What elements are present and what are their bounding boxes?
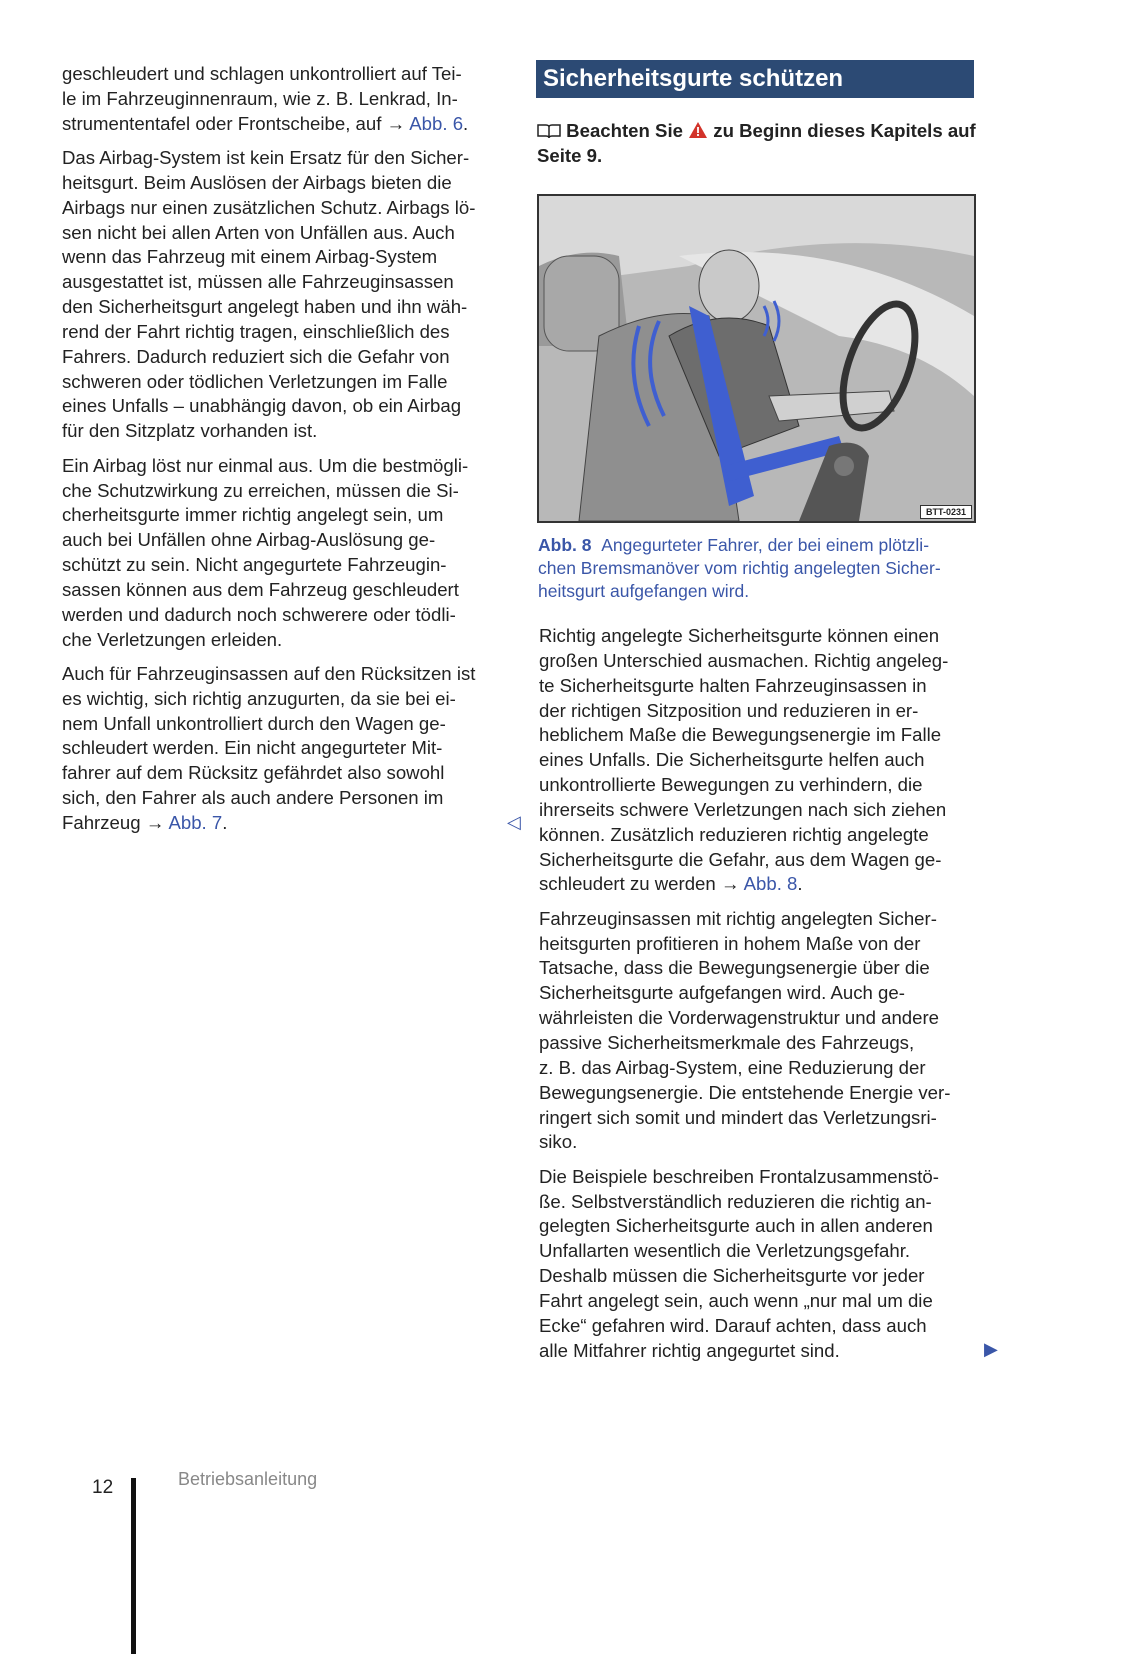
paragraph: [62, 146, 507, 444]
footer-title: Betriebsanleitung: [178, 1469, 318, 1489]
text-line: Auch für Fahrzeuginsassen auf den Rücksitzen ist: [62, 662, 476, 684]
figure-code: BTT-0231: [920, 505, 972, 519]
text-line: strumententafel oder Frontscheibe, auf → Abb. 6.: [62, 112, 469, 134]
text-line: es wichtig, sich richtig anzugurten, da sie bei ei-: [62, 687, 456, 709]
text-line: ringert sich somit und mindert das Verletzungsri-: [539, 1106, 937, 1128]
text-line: schützt zu sein. Nicht angegurtete Fahrzeugin-: [62, 554, 447, 576]
text-line: eines Unfalls – unabhängig davon, ob ein Airbag: [62, 395, 462, 417]
text-line: für den Sitzplatz vorhanden ist.: [62, 420, 318, 442]
text-line: ße. Selbstverständlich reduzieren die richtig an-: [539, 1190, 932, 1212]
text-line: unkontrollierte Bewegungen zu verhindern, die: [539, 774, 923, 796]
figure-belted-driver: [537, 194, 976, 523]
text-line: währleisten die Vorderwagenstruktur und andere: [539, 1007, 940, 1029]
text-line: te Sicherheitsgurte halten Fahrzeuginsassen in: [539, 674, 927, 696]
text-line: wenn das Fahrzeug mit einem Airbag-System: [62, 246, 438, 268]
footer-divider: [131, 1478, 136, 1654]
chapter-note: Beachten Sie zu Beginn dieses Kapitels auf Seite 9.: [537, 120, 976, 166]
text-line: nem Unfall unkontrolliert durch den Wagen ge-: [62, 712, 446, 734]
text-line: der richtigen Sitzposition und reduzieren in er-: [539, 699, 919, 721]
text-line: le im Fahrzeuginnenraum, wie z. B. Lenkrad, In-: [62, 87, 458, 109]
paragraph: [62, 662, 507, 836]
text-line: alle Mitfahrer richtig angegurtet sind.: [539, 1339, 840, 1361]
text-line: können. Zusätzlich reduzieren richtig angelegte: [539, 823, 929, 845]
text-line: großen Unterschied ausmachen. Richtig angeleg-: [539, 649, 949, 671]
left-column: [62, 62, 507, 845]
text-line: che Verletzungen erleiden.: [62, 628, 283, 650]
text-line: schweren oder tödlichen Verletzungen im Falle: [62, 370, 448, 392]
text-line: Airbags nur einen zusätzlichen Schutz. Airbags lö-: [62, 196, 476, 218]
text-line: Fahrt angelegt sein, auch wenn „nur mal um die: [539, 1289, 933, 1311]
text-line: eines Unfalls. Die Sicherheitsgurte helfen auch: [539, 749, 925, 771]
right-column: [539, 624, 984, 1373]
paragraph: [539, 907, 984, 1155]
figure-caption: Abb. 8 Angegurteter Fahrer, der bei einem plötzli- chen Bremsmanöver vom richtig angelegten Sicher- heitsgurt aufgefangen wird.: [538, 535, 941, 601]
text-line: heitsgurt. Beim Auslösen der Airbags bieten die: [62, 171, 452, 193]
text-line: sen nicht bei allen Arten von Unfällen aus. Auch: [62, 221, 455, 243]
driver-illustration: [539, 196, 974, 521]
text-line: ihrerseits schwere Verletzungen nach sich ziehen: [539, 798, 947, 820]
text-line: Unfallarten wesentlich die Verletzungsgefahr.: [539, 1240, 911, 1262]
text-line: Richtig angelegte Sicherheitsgurte können einen: [539, 625, 940, 646]
paragraph: [539, 624, 984, 897]
text-line: Sicherheitsgurte aufgefangen wird. Auch ge-: [539, 982, 905, 1004]
text-line: Fahrzeuginsassen mit richtig angelegten Sicher-: [539, 907, 937, 929]
text-line: Das Airbag-System ist kein Ersatz für den Sicher-: [62, 147, 470, 169]
text-line: heitsgurten profitieren in hohem Maße von der: [539, 932, 921, 954]
text-line: den Sicherheitsgurt angelegt haben und ihn wäh-: [62, 296, 468, 318]
caption-label: Abb. 8: [538, 535, 592, 555]
text-line: rend der Fahrt richtig tragen, einschließlich des: [62, 320, 450, 342]
text-line: Ein Airbag löst nur einmal aus. Um die bestmögli-: [62, 454, 469, 476]
paragraph: [62, 62, 507, 137]
continue-marker: ▶: [984, 1339, 998, 1359]
text-line: siko.: [539, 1131, 578, 1153]
text-line: fahrer auf dem Rücksitz gefährdet also sowohl: [62, 762, 445, 784]
text-line: Sicherheitsgurte die Gefahr, aus dem Wagen ge-: [539, 848, 942, 870]
page-number: 12: [92, 1477, 114, 1498]
text-line: Fahrers. Dadurch reduziert sich die Gefahr von: [62, 345, 450, 367]
text-line: che Schutzwirkung zu erreichen, müssen die Si-: [62, 479, 459, 501]
text-line: z. B. das Airbag-System, eine Reduzierung der: [539, 1056, 926, 1078]
text-line: passive Sicherheitsmerkmale des Fahrzeugs,: [539, 1032, 915, 1053]
text-line: werden und dadurch noch schwerere oder tödli-: [62, 603, 456, 625]
text-line: Bewegungsenergie. Die entstehende Energie ver-: [539, 1081, 951, 1103]
text-line: auch bei Unfällen ohne Airbag-Auslösung ge-: [62, 529, 436, 551]
figure-reference-link[interactable]: Abb. 8: [743, 873, 798, 895]
book-icon: [537, 120, 566, 141]
text-line: Ecke“ gefahren wird. Darauf achten, dass auch: [539, 1314, 927, 1336]
figure-reference-link[interactable]: Abb. 6: [409, 112, 464, 134]
text-line: schleudert zu werden → Abb. 8.: [539, 873, 803, 895]
paragraph: [62, 454, 507, 653]
section-heading: Sicherheitsgurte schützen: [536, 60, 974, 98]
text-line: cherheitsgurte immer richtig angelegt sein, um: [62, 504, 444, 526]
text-line: sassen können aus dem Fahrzeug geschleudert: [62, 578, 459, 600]
figure-reference-link[interactable]: Abb. 7: [168, 811, 223, 833]
warning-triangle-icon: [688, 120, 713, 141]
text-line: heblichem Maße die Bewegungsenergie im Falle: [539, 724, 942, 746]
text-line: ausgestattet ist, müssen alle Fahrzeuginsassen: [62, 271, 454, 293]
section-end-marker: ◁: [507, 812, 521, 832]
text-line: schleudert werden. Ein nicht angegurteter Mit-: [62, 737, 443, 759]
text-line: Fahrzeug → Abb. 7.: [62, 811, 228, 833]
text-line: sich, den Fahrer als auch andere Personen im: [62, 787, 444, 809]
text-line: Tatsache, dass die Bewegungsenergie über die: [539, 957, 930, 979]
text-line: Deshalb müssen die Sicherheitsgurte vor jeder: [539, 1265, 925, 1287]
text-line: gelegten Sicherheitsgurte auch in allen anderen: [539, 1215, 933, 1237]
text-line: Die Beispiele beschreiben Frontalzusammenstö-: [539, 1165, 939, 1187]
text-line: geschleudert und schlagen unkontrolliert auf Tei-: [62, 63, 462, 84]
paragraph: [539, 1165, 984, 1364]
